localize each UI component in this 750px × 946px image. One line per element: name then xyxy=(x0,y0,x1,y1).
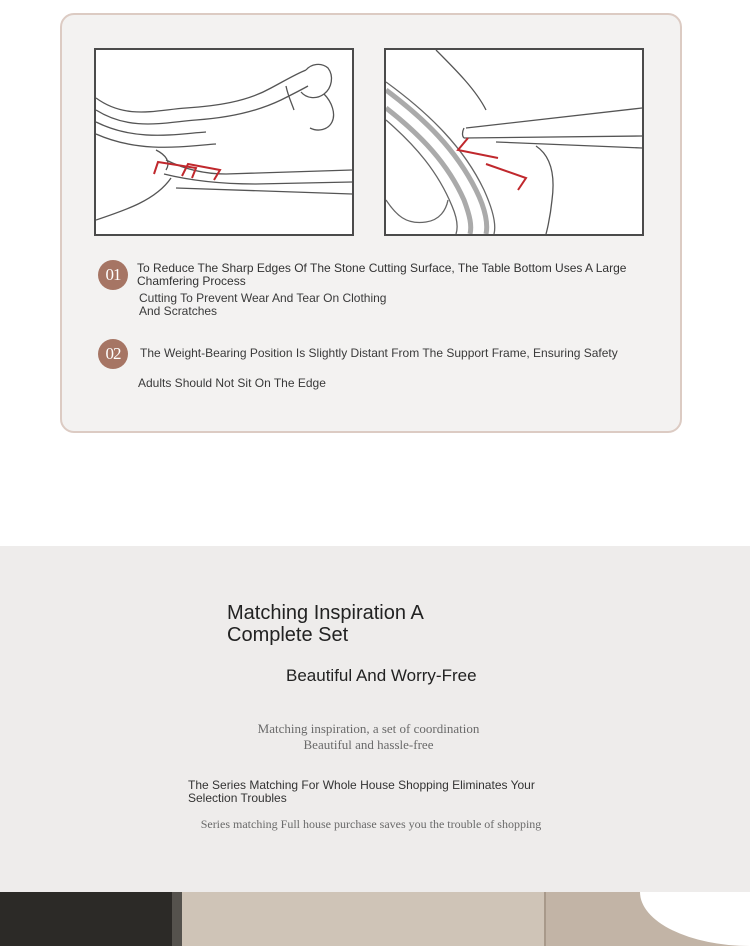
point-01-line-1: To Reduce The Sharp Edges Of The Stone Cutting Surface, The Table Bottom Uses A Large xyxy=(137,261,627,275)
series-subtitle: Series matching Full house purchase saves you the trouble of shopping xyxy=(200,817,542,831)
detail-card xyxy=(60,13,682,433)
section-subtitle: Beautiful And Worry-Free xyxy=(286,666,477,685)
wall-panel xyxy=(182,892,544,946)
point-02-line-1: The Weight-Bearing Position Is Slightly Distant From The Support Frame, Ensuring Safety xyxy=(140,346,618,360)
elbow-on-table-drawing xyxy=(96,50,352,234)
section-title-line-1: Matching Inspiration A xyxy=(227,602,424,624)
knee-table-illustration xyxy=(384,48,644,236)
point-01-line-3: Cutting To Prevent Wear And Tear On Clothing xyxy=(139,291,387,305)
series-title xyxy=(188,779,548,805)
section-desc-line-2: Beautiful and hassle-free xyxy=(303,737,434,752)
point-01-line-4: And Scratches xyxy=(139,304,218,318)
matching-section xyxy=(0,546,750,892)
dark-cabinet-panel xyxy=(0,892,178,946)
section-desc-line-1: Matching inspiration, a set of coordination xyxy=(257,721,480,736)
cabinet-edge xyxy=(172,892,182,946)
point-02-line-2: Adults Should Not Sit On The Edge xyxy=(138,376,326,390)
section-title xyxy=(227,602,467,646)
furniture-photo xyxy=(0,892,750,946)
knee-under-table-drawing xyxy=(386,50,642,234)
point-01-line-2: Chamfering Process xyxy=(137,274,246,288)
elbow-table-illustration xyxy=(94,48,354,236)
series-title-line-2: Selection Troubles xyxy=(188,791,287,805)
badge-01: 01 xyxy=(98,260,128,290)
series-title-line-1: The Series Matching For Whole House Shopping Eliminates Your xyxy=(188,778,535,792)
section-title-line-2: Complete Set xyxy=(227,624,349,646)
badge-02: 02 xyxy=(98,339,128,369)
